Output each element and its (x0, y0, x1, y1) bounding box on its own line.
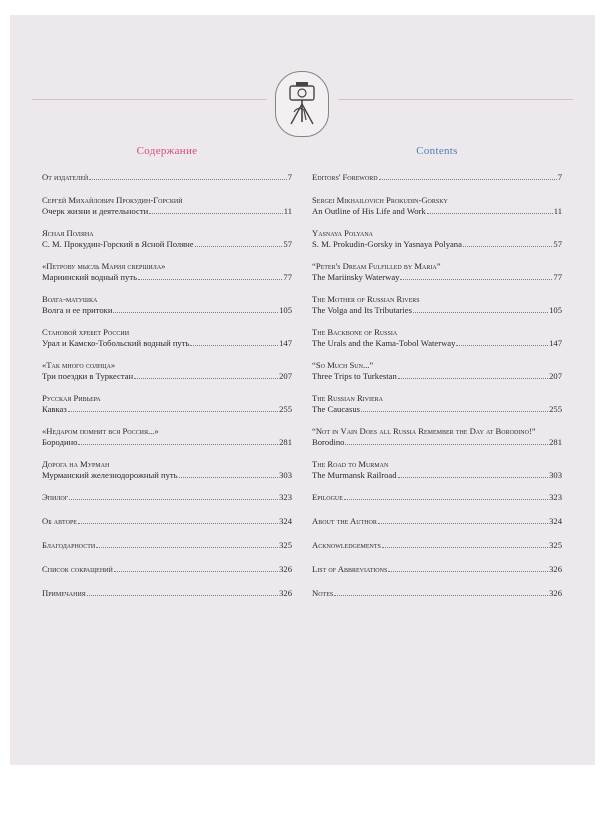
toc-page-number: 57 (553, 239, 562, 249)
toc-page-number: 207 (549, 371, 562, 381)
toc-title: Epilogue (312, 492, 343, 502)
toc-section-title: «Недаром помнит вся Россия...» (42, 426, 159, 436)
toc-leader-dots (427, 213, 553, 214)
toc-line (312, 588, 562, 599)
toc-entry (42, 261, 292, 283)
toc-title: Мурманский железнодорожный путь (42, 470, 178, 480)
toc-title: Кавказ (42, 404, 67, 414)
toc-line (312, 206, 562, 217)
toc-entry (42, 564, 292, 575)
toc-entry (42, 459, 292, 481)
toc-title: Очерк жизни и деятельности (42, 206, 149, 216)
toc-section-title: Становой хребет России (42, 327, 130, 337)
toc-section-title: “So Much Sun...” (312, 360, 374, 370)
toc-title: Благодарности (42, 540, 96, 550)
toc-entry (312, 564, 562, 575)
toc-page-number: 326 (549, 588, 562, 598)
toc-entry (312, 426, 562, 448)
toc-page-number: 77 (283, 272, 292, 282)
toc-page-number: 323 (549, 492, 562, 502)
toc-title: Acknowledgements (312, 540, 381, 550)
toc-entry (312, 393, 562, 415)
toc-line (312, 564, 562, 575)
toc-title: Урал и Камско-Тобольский водный путь (42, 338, 190, 348)
toc-page-number: 303 (279, 470, 292, 480)
toc-section-title: Волга-матушка (42, 294, 98, 304)
toc-title: Примечания (42, 588, 86, 598)
toc-line (42, 540, 292, 551)
toc-leader-dots (78, 444, 278, 445)
toc-line (42, 172, 292, 183)
toc-page-number: 326 (279, 588, 292, 598)
toc-title: S. M. Prokudin-Gorsky in Yasnaya Polyana (312, 239, 462, 249)
toc-line (312, 305, 562, 316)
toc-title: Эпилог (42, 492, 69, 502)
toc-title: Три поездки в Туркестан (42, 371, 134, 381)
toc-section-title: Yasnaya Polyana (312, 228, 373, 238)
toc-leader-dots (382, 547, 548, 548)
toc-entry (42, 327, 292, 349)
toc-line (312, 272, 562, 283)
toc-entry (312, 516, 562, 527)
toc-title: Список сокращений (42, 564, 113, 574)
toc-entry (42, 393, 292, 415)
toc-section-title: Ясная Поляна (42, 228, 94, 238)
toc-entry (312, 261, 562, 283)
toc-entry (42, 294, 292, 316)
toc-leader-dots (463, 246, 552, 247)
toc-section-title: Дорога на Мурман (42, 459, 110, 469)
toc-line (312, 404, 562, 415)
toc-section-title: The Russian Riviera (312, 393, 384, 403)
contents-heading-russian: Содержание (136, 145, 198, 157)
toc-line (42, 206, 292, 217)
toc-page-number: 207 (279, 371, 292, 381)
toc-title: Editors' Foreword (312, 172, 378, 182)
publisher-logo-icon (275, 71, 329, 137)
toc-title: The Mariinsky Waterway (312, 272, 400, 282)
toc-title: Notes (312, 588, 334, 598)
toc-page-number: 77 (553, 272, 562, 282)
toc-entry (312, 172, 562, 183)
toc-title: The Murmansk Railroad (312, 470, 397, 480)
toc-line (312, 338, 562, 349)
toc-section-title: The Road to Murman (312, 459, 389, 469)
toc-leader-dots (388, 571, 548, 572)
toc-page-number: 147 (279, 338, 292, 348)
toc-line (42, 470, 292, 481)
toc-leader-dots (379, 179, 557, 180)
toc-entry (312, 327, 562, 349)
header-rule-right (338, 99, 573, 100)
toc-section-title: Русская Ривьера (42, 393, 101, 403)
toc-leader-dots (179, 477, 279, 478)
toc-leader-dots (68, 411, 278, 412)
toc-page-number: 255 (279, 404, 292, 414)
toc-title: Borodino (312, 437, 345, 447)
toc-page-number: 7 (557, 172, 562, 182)
toc-leader-dots (69, 499, 278, 500)
toc-page-number: 325 (549, 540, 562, 550)
toc-leader-dots (149, 213, 283, 214)
toc-page-number: 57 (283, 239, 292, 249)
toc-title: Волга и ее притоки (42, 305, 113, 315)
toc-section-title: “Peter's Dream Fulfilled by Maria” (312, 261, 441, 271)
toc-entry (312, 228, 562, 250)
toc-line (42, 305, 292, 316)
toc-title: The Volga and Its Tributaries (312, 305, 412, 315)
toc-entry (42, 492, 292, 503)
toc-leader-dots (78, 523, 278, 524)
toc-page-number: 324 (279, 516, 292, 526)
toc-entry (42, 195, 292, 217)
toc-entry (42, 516, 292, 527)
toc-entry (42, 228, 292, 250)
toc-leader-dots (96, 547, 278, 548)
toc-leader-dots (456, 345, 548, 346)
header-rule-left (32, 99, 267, 100)
toc-title: С. М. Прокудин-Горский в Ясной Поляне (42, 239, 194, 249)
toc-page-number: 323 (279, 492, 292, 502)
contents-column-english (312, 145, 562, 612)
toc-title: Three Trips to Turkestan (312, 371, 397, 381)
toc-entry (312, 492, 562, 503)
toc-title: Мариинский водный путь (42, 272, 137, 282)
toc-page-number: 105 (549, 305, 562, 315)
toc-entry (312, 294, 562, 316)
toc-line (312, 516, 562, 527)
toc-line (42, 437, 292, 448)
toc-leader-dots (89, 179, 286, 180)
toc-leader-dots (190, 345, 278, 346)
toc-page-number: 326 (279, 564, 292, 574)
toc-section-title: «Так много солнца» (42, 360, 116, 370)
toc-title: List of Abbreviations (312, 564, 388, 574)
contents-list-english (312, 172, 562, 599)
toc-section-title: «Петрову мысль Мария свершила» (42, 261, 166, 271)
toc-title: About the Author (312, 516, 377, 526)
toc-line (312, 371, 562, 382)
contents-heading-english: Contents (416, 145, 458, 157)
toc-title: An Outline of His Life and Work (312, 206, 426, 216)
toc-leader-dots (334, 595, 548, 596)
toc-page-number: 147 (549, 338, 562, 348)
toc-entry (42, 540, 292, 551)
toc-entry (312, 540, 562, 551)
toc-title: Об авторе (42, 516, 77, 526)
toc-leader-dots (134, 378, 278, 379)
toc-leader-dots (361, 411, 548, 412)
toc-page-number: 7 (287, 172, 292, 182)
toc-leader-dots (345, 444, 548, 445)
toc-page-number: 325 (279, 540, 292, 550)
contents-list-russian (42, 172, 292, 599)
toc-leader-dots (113, 312, 278, 313)
toc-leader-dots (400, 279, 552, 280)
toc-page-number: 255 (549, 404, 562, 414)
toc-leader-dots (138, 279, 282, 280)
toc-entry (42, 360, 292, 382)
toc-page-number: 105 (279, 305, 292, 315)
toc-section-title: “Not in Vain Does all Russia Remember the Day at Borodino!” (312, 426, 536, 436)
toc-line (312, 172, 562, 183)
toc-leader-dots (413, 312, 548, 313)
toc-leader-dots (87, 595, 278, 596)
toc-line (42, 338, 292, 349)
toc-entry (42, 588, 292, 599)
toc-section-title: The Mother of Russian Rivers (312, 294, 420, 304)
toc-entry (312, 459, 562, 481)
toc-title: The Urals and the Kama-Tobol Waterway (312, 338, 456, 348)
toc-page-number: 281 (549, 437, 562, 447)
toc-page-number: 281 (279, 437, 292, 447)
toc-page-number: 324 (549, 516, 562, 526)
toc-title: От издателей (42, 172, 89, 182)
toc-entry (42, 172, 292, 183)
toc-title: Бородино (42, 437, 78, 447)
toc-line (42, 272, 292, 283)
book-page (10, 15, 595, 765)
toc-line (42, 492, 292, 503)
toc-page-number: 11 (553, 206, 562, 216)
toc-line (42, 564, 292, 575)
toc-entry (42, 426, 292, 448)
toc-line (312, 239, 562, 250)
toc-entry (312, 195, 562, 217)
toc-section-title: Сергей Михайлович Прокудин-Горский (42, 195, 183, 205)
toc-page-number: 303 (549, 470, 562, 480)
toc-title: The Caucasus (312, 404, 360, 414)
toc-line (42, 516, 292, 527)
contents-column-russian (42, 145, 292, 612)
toc-section-title: Sergei Mikhailovich Prokudin-Gorsky (312, 195, 448, 205)
toc-line (312, 437, 562, 448)
toc-line (42, 404, 292, 415)
toc-line (42, 239, 292, 250)
toc-entry (312, 588, 562, 599)
toc-section-title: The Backbone of Russia (312, 327, 398, 337)
toc-leader-dots (398, 477, 549, 478)
toc-leader-dots (378, 523, 548, 524)
toc-line (312, 540, 562, 551)
toc-entry (312, 360, 562, 382)
toc-leader-dots (114, 571, 278, 572)
toc-line (312, 492, 562, 503)
toc-leader-dots (344, 499, 548, 500)
toc-line (312, 470, 562, 481)
toc-line (42, 371, 292, 382)
toc-page-number: 326 (549, 564, 562, 574)
toc-page-number: 11 (283, 206, 292, 216)
toc-line (42, 588, 292, 599)
toc-leader-dots (195, 246, 283, 247)
toc-leader-dots (398, 378, 548, 379)
